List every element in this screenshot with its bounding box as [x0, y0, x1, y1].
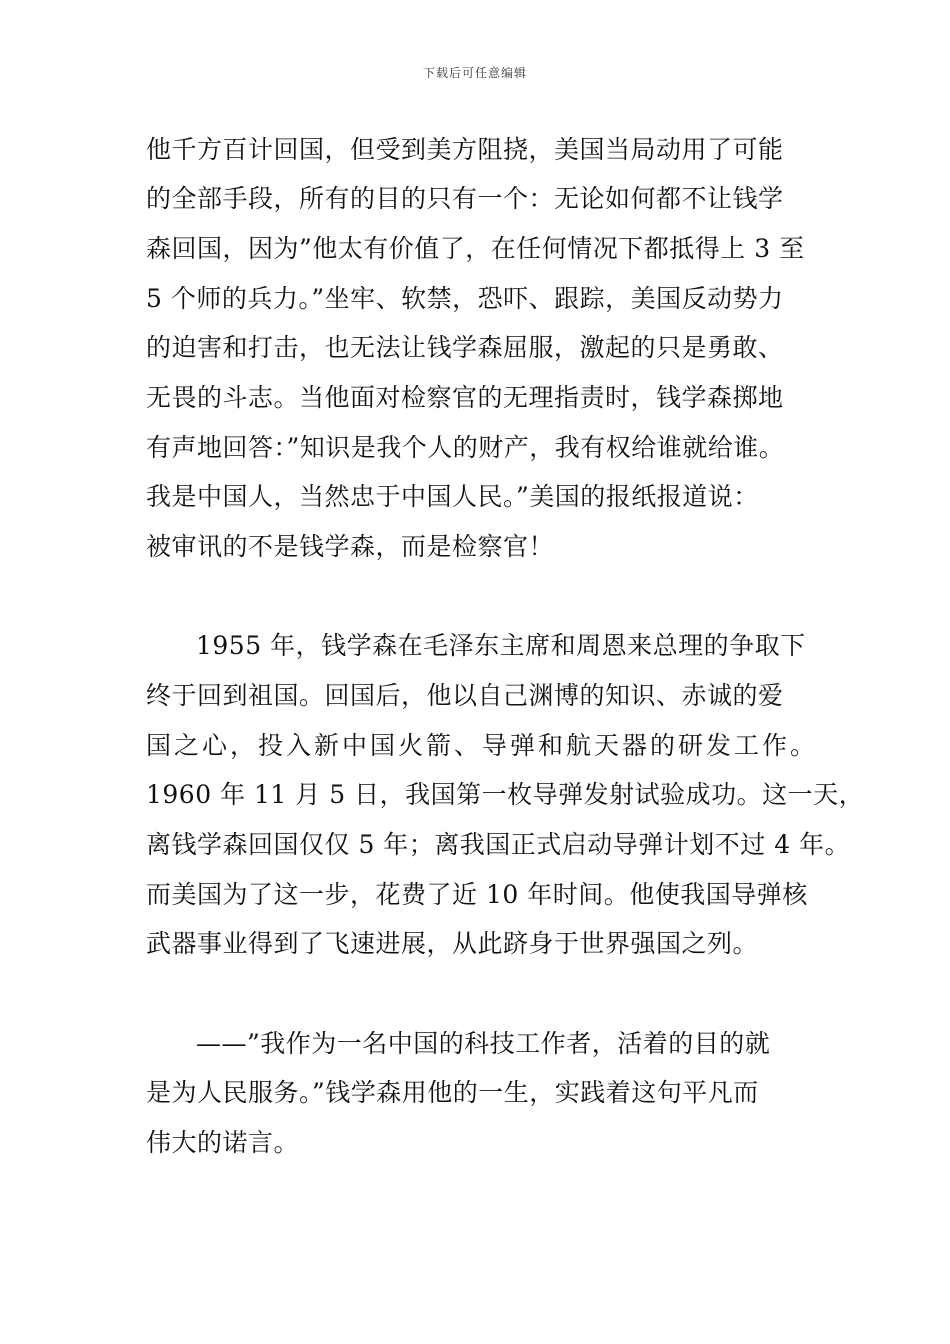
paragraph-2-line-5: 离钱学森回国仅仅 5 年；离我国正式启动导弹计划不过 4 年。 [146, 830, 851, 859]
paragraph-1-line-7: 有声地回答：”知识是我个人的财产，我有权给谁就给谁。 [146, 433, 785, 462]
paragraph-1-line-1: 他千方百计回国，但受到美方阻挠，美国当局动用了可能 [146, 135, 784, 164]
paragraph-1-line-6: 无畏的斗志。当他面对检察官的无理指责时，钱学森掷地 [146, 383, 784, 412]
paragraph-3-line-1: ——”我作为一名中国的科技工作者，活着的目的就 [196, 1029, 771, 1058]
paragraph-2-line-7: 武器事业得到了飞速进展，从此跻身于世界强国之列。 [146, 929, 759, 958]
paragraph-1-line-9: 被审讯的不是钱学森，而是检察官！ [146, 532, 555, 561]
paragraph-2-line-6: 而美国为了这一步，花费了近 10 年时间。他使我国导弹核 [146, 880, 808, 909]
paragraph-1-line-8: 我是中国人，当然忠于中国人民。”美国的报纸报道说： [146, 482, 759, 511]
paragraph-2-line-1: 1955 年，钱学森在毛泽东主席和周恩来总理的争取下 [196, 631, 806, 660]
paragraph-2-line-3: 国之心，投入新中国火箭、导弹和航天器的研发工作。 [146, 731, 819, 760]
paragraph-2-line-2: 终于回到祖国。回国后，他以自己渊博的知识、赤诚的爱 [146, 681, 784, 710]
paragraph-3-line-2: 是为人民服务。”钱学森用他的一生，实践着这句平凡而 [146, 1078, 759, 1107]
paragraph-1-line-5: 的迫害和打击，也无法让钱学森屈服，激起的只是勇敢、 [146, 333, 784, 362]
paragraph-3-line-3: 伟大的诺言。 [146, 1128, 300, 1157]
paragraph-1-line-4: 5 个师的兵力。”坐牢、软禁，恐吓、跟踪，美国反动势力 [146, 284, 784, 313]
paragraph-1-line-3: 森回国，因为”他太有价值了，在任何情况下都抵得上 3 至 [146, 234, 805, 263]
paragraph-1-line-2: 的全部手段，所有的目的只有一个：无论如何都不让钱学 [146, 184, 784, 213]
paragraph-2-line-4: 1960 年 11 月 5 日，我国第一枚导弹发射试验成功。这一天， [146, 780, 865, 809]
page-header-note: 下载后可任意编辑 [422, 66, 527, 80]
